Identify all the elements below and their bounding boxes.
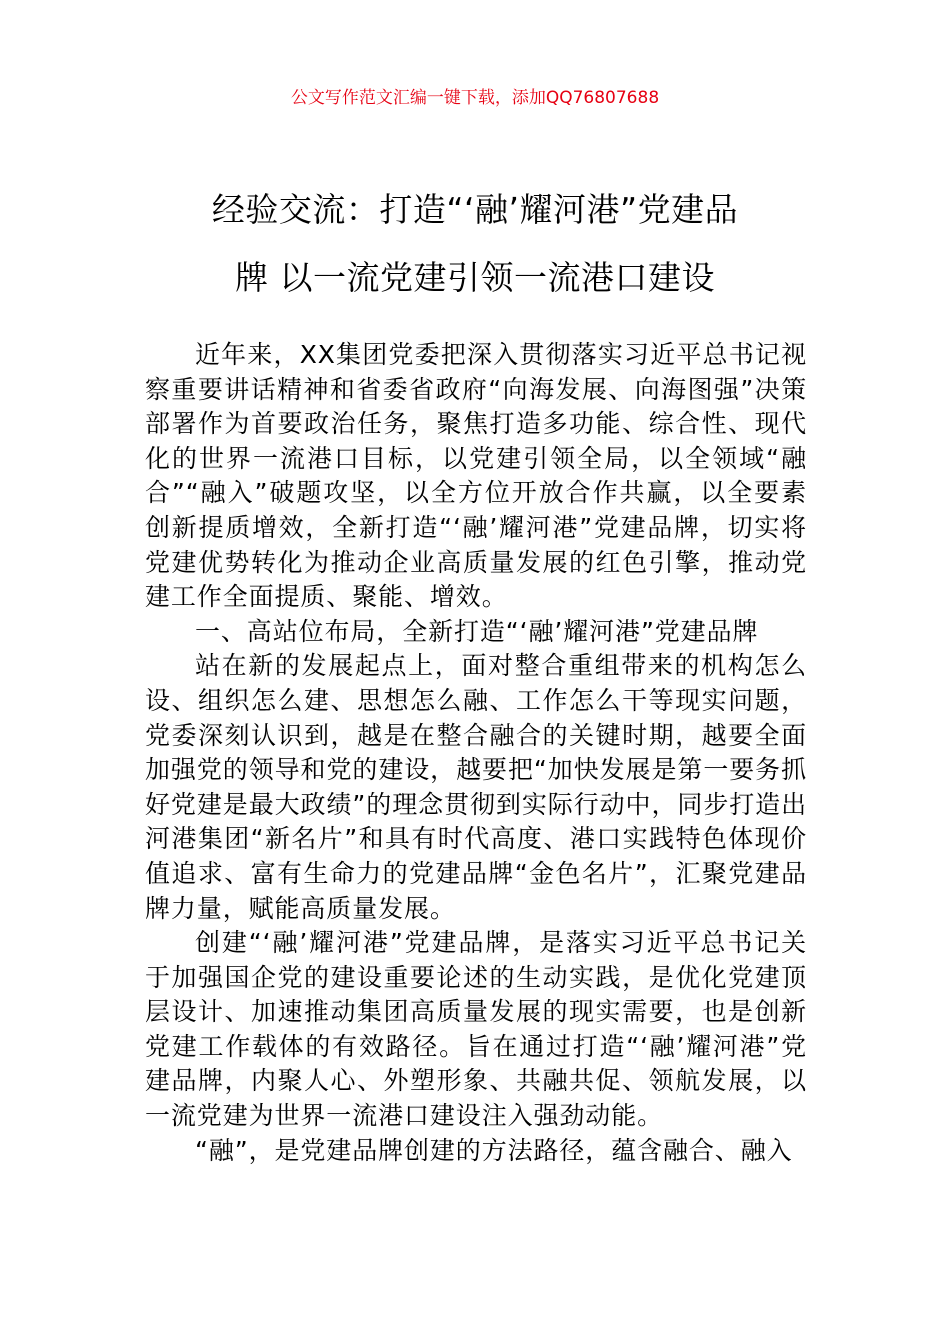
title-line-1: 经验交流：打造“‘融’耀河港”党建品: [211, 190, 739, 229]
document-title: [140, 176, 810, 312]
document-body: [145, 338, 807, 1168]
paragraph-intro: 近年来，XX集团党委把深入贯彻落实习近平总书记视察重要讲话精神和省委省政府“向海发展、向海图强”决策部署作为首要政治任务，聚焦打造多功能、综合性、现代化的世界一流港口目标，以党建引领全局，以全领域“融合”“融入”破题攻坚，以全方位开放合作共赢，以全要素创新提质增效，全新打造“‘融’耀河港”党建品牌，切实将党建优势转化为推动企业高质量发展的红色引擎，推动党建工作全面提质、聚能、增效。: [145, 340, 807, 612]
paragraph-brand-purpose: 创建“‘融’耀河港”党建品牌，是落实习近平总书记关于加强国企党的建设重要论述的生动实践，是优化党建顶层设计、加速推动集团高质量发展的现实需要，也是创新党建工作载体的有效路径。旨在通过打造“‘融’耀河港”党建品牌，内聚人心、外塑形象、共融共促、领航发展，以一流党建为世界一流港口建设注入强劲动能。: [145, 928, 807, 1131]
section-heading-1: 一、高站位布局，全新打造“‘融’耀河港”党建品牌: [195, 616, 759, 646]
paragraph-rong-meaning: “融”，是党建品牌创建的方法路径，蕴含融合、融入: [195, 1135, 793, 1165]
title-line-2: 牌 以一流党建引领一流港口建设: [235, 258, 715, 297]
paragraph-context: 站在新的发展起点上，面对整合重组带来的机构怎么设、组织怎么建、思想怎么融、工作怎么干等现实问题，党委深刻认识到，越是在整合融合的关键时期，越要全面加强党的领导和党的建设，越要把“加快发展是第一要务抓好党建是最大政绩”的理念贯彻到实际行动中，同步打造出河港集团“新名片”和具有时代高度、港口实践特色体现价值追求、富有生命力的党建品牌“金色名片”，汇聚党建品牌力量，赋能高质量发展。: [145, 651, 807, 923]
promo-watermark: 公文写作范文汇编一键下载，添加QQ76807688: [290, 88, 660, 108]
